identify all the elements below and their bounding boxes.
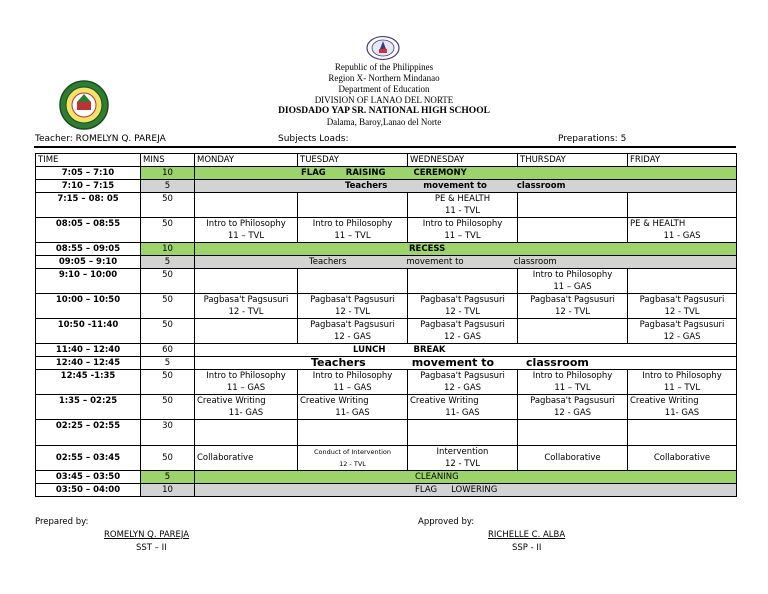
section: 11 – GAS [333, 383, 372, 393]
subject: Pagbasa't Pagsusuri [639, 295, 725, 305]
section: 11- GAS [664, 408, 700, 418]
friday-cell [628, 370, 737, 395]
thursday-cell [518, 420, 628, 446]
time-cell: 09:05 – 9:10 [36, 256, 141, 269]
span-text-a: FLAG [415, 485, 438, 495]
subject: Intro to Philosophy [206, 371, 286, 381]
table-header-row [36, 154, 737, 167]
header-line-division: DIVISION OF LANAO DEL NORTE [314, 95, 454, 105]
table-row [36, 420, 737, 446]
span-text-c: classroom [526, 356, 589, 369]
time-cell: 03:50 – 04:00 [36, 484, 141, 497]
subject: Intro to Philosophy [422, 219, 503, 229]
friday-cell: Collaborative [628, 446, 737, 471]
approved-by-position: SSP - II [512, 543, 542, 553]
span-text-b: BREAK [413, 345, 446, 355]
subject: Intro to Philosophy [532, 371, 613, 381]
time-cell: 7:15 – 08: 05 [36, 193, 141, 218]
time-cell: 1:35 – 02:25 [36, 395, 141, 420]
section: 11- GAS [228, 408, 264, 418]
mins-cell: 5 [141, 471, 195, 484]
section: 12 - TVL [554, 307, 591, 317]
table-row [36, 294, 737, 319]
subject: Intro to Philosophy [312, 371, 393, 381]
mins-cell: 50 [141, 269, 195, 294]
tuesday-cell [298, 218, 408, 243]
span-text-c: CEREMONY [413, 168, 467, 178]
thursday-cell [518, 370, 628, 395]
mins-cell: 50 [141, 218, 195, 243]
table-row [36, 446, 737, 471]
movement-cell [195, 357, 737, 370]
span-text-a: FLAG [301, 168, 326, 178]
approved-by-label: Approved by: [418, 517, 475, 527]
monday-cell [195, 319, 298, 344]
subject: Creative Writing [410, 396, 479, 406]
span-text-c: classroom [513, 257, 557, 267]
thursday-cell: Collaborative [518, 446, 628, 471]
section: 12 - GAS [443, 332, 482, 342]
time-cell: 12:40 – 12:45 [36, 357, 141, 370]
subject: Pagbasa't Pagsusuri [420, 295, 505, 305]
table-row [36, 344, 737, 357]
col-header-wednesday: WEDNESDAY [408, 154, 518, 167]
table-row [36, 167, 737, 180]
subject: Creative Writing [300, 396, 369, 406]
thursday-cell [518, 395, 628, 420]
mins-cell: 10 [141, 167, 195, 180]
table-row [36, 357, 737, 370]
time-cell: 9:10 – 10:00 [36, 269, 141, 294]
subject: PE & HEALTH [434, 194, 491, 204]
friday-cell [628, 395, 737, 420]
subject: Creative Writing [630, 396, 699, 406]
table-row [36, 243, 737, 256]
wednesday-cell [408, 218, 518, 243]
section: 12 - TVL [444, 307, 481, 317]
section: 12 - GAS [663, 332, 701, 342]
time-cell: 08:55 – 09:05 [36, 243, 141, 256]
wednesday-cell [408, 370, 518, 395]
section: 11 – TVL [227, 231, 265, 241]
span-text-a: Teachers [309, 257, 347, 267]
span-text-a: RECESS [409, 244, 446, 254]
time-cell: 02:55 – 03:45 [36, 446, 141, 471]
time-cell: 10:00 – 10:50 [36, 294, 141, 319]
span-text-a: LUNCH [353, 345, 386, 355]
monday-cell [195, 218, 298, 243]
span-text-b: movement to [423, 181, 487, 191]
col-header-mins: MINS [141, 154, 195, 167]
span-text-a: Teachers [345, 181, 388, 191]
subject: Creative Writing [197, 396, 266, 406]
mins-cell: 50 [141, 395, 195, 420]
wednesday-cell [408, 193, 518, 218]
table-row [36, 484, 737, 497]
movement-cell [195, 180, 737, 193]
wednesday-cell [408, 395, 518, 420]
time-cell: 10:50 -11:40 [36, 319, 141, 344]
section: 11 – GAS [553, 282, 592, 292]
mins-cell: 10 [141, 243, 195, 256]
approved-by-name: RICHELLE C. ALBA [488, 530, 566, 540]
deped-seal-logo [366, 36, 400, 60]
section: 12 - GAS [443, 383, 482, 393]
table-row [36, 269, 737, 294]
time-cell: 11:40 – 12:40 [36, 344, 141, 357]
col-header-thursday: THURSDAY [518, 154, 628, 167]
friday-cell [628, 319, 737, 344]
col-header-time: TIME [36, 154, 141, 167]
section: 11 – TVL [444, 231, 481, 241]
section: 12 - GAS [553, 408, 592, 418]
mins-cell: 50 [141, 370, 195, 395]
mins-cell: 30 [141, 420, 195, 446]
table-row [36, 395, 737, 420]
col-header-friday: FRIDAY [628, 154, 737, 167]
subject: Intro to Philosophy [642, 371, 722, 381]
thursday-cell [518, 218, 628, 243]
section: 12 - TVL [228, 307, 264, 317]
tuesday-cell [298, 193, 408, 218]
span-text-b: RAISING [345, 168, 386, 178]
section: 11 – TVL [663, 383, 701, 393]
subject: Pagbasa't Pagsusuri [420, 320, 505, 330]
col-header-tuesday: TUESDAY [298, 154, 408, 167]
monday-cell [195, 370, 298, 395]
tuesday-cell [298, 370, 408, 395]
time-cell: 7:10 – 7:15 [36, 180, 141, 193]
subject: Pagbasa't Pagsusuri [203, 295, 289, 305]
time-cell: 08:05 – 08:55 [36, 218, 141, 243]
schedule-table [35, 153, 737, 497]
mins-cell: 60 [141, 344, 195, 357]
subject: PE & HEALTH [630, 219, 686, 229]
wednesday-cell [408, 294, 518, 319]
preparations-label: Preparations: 5 [558, 134, 627, 144]
wednesday-cell [408, 420, 518, 446]
friday-cell [628, 294, 737, 319]
document-header [0, 62, 768, 128]
mins-cell: 50 [141, 193, 195, 218]
table-row [36, 471, 737, 484]
mins-cell: 50 [141, 319, 195, 344]
time-cell: 02:25 – 02:55 [36, 420, 141, 446]
friday-cell [628, 420, 737, 446]
subject: Pagbasa't Pagsusuri [420, 371, 505, 381]
monday-cell [195, 395, 298, 420]
prepared-by-label: Prepared by: [35, 517, 89, 527]
section: 12 - TVL [444, 459, 481, 469]
tuesday-cell [298, 319, 408, 344]
thursday-cell [518, 319, 628, 344]
header-line-department: Department of Education [338, 84, 430, 94]
section: 12 - TVL [334, 307, 371, 317]
section: 11- GAS [335, 408, 370, 418]
table-row [36, 319, 737, 344]
monday-cell [195, 294, 298, 319]
monday-cell [195, 269, 298, 294]
thursday-cell [518, 294, 628, 319]
subject: Pagbasa't Pagsusuri [530, 396, 615, 406]
header-line-school: DIOSDADO YAP SR. NATIONAL HIGH SCHOOL [278, 106, 490, 116]
prepared-by-position: SST – II [136, 543, 167, 553]
span-text-a: Teachers [311, 356, 366, 369]
flag-lowering-cell [195, 484, 737, 497]
section: 11- GAS [445, 408, 480, 418]
thursday-cell [518, 193, 628, 218]
col-header-monday: MONDAY [195, 154, 298, 167]
friday-cell [628, 218, 737, 243]
flag-raising-cell [195, 167, 737, 180]
subjects-label: Subjects Loads: [278, 134, 349, 144]
header-line-region: Region X- Northern Mindanao [328, 73, 440, 83]
cleaning-cell [195, 471, 737, 484]
teacher-label: Teacher: ROMELYN Q. PAREJA [35, 134, 166, 144]
mins-cell: 50 [141, 294, 195, 319]
subject: Intro to Philosophy [312, 219, 393, 229]
mins-cell: 5 [141, 256, 195, 269]
subject: Intro to Philosophy [206, 219, 286, 229]
monday-cell: Collaborative [195, 446, 298, 471]
span-text-c: classroom [516, 181, 566, 191]
wednesday-cell [408, 319, 518, 344]
section: 11 – TVL [334, 231, 371, 241]
wednesday-cell [408, 269, 518, 294]
span-text-a: CLEANING [415, 472, 459, 482]
span-text-b: LOWERING [451, 485, 498, 495]
mins-cell: 5 [141, 180, 195, 193]
friday-cell [628, 193, 737, 218]
time-cell: 7:05 – 7:10 [36, 167, 141, 180]
tuesday-cell [298, 420, 408, 446]
mins-cell: 50 [141, 446, 195, 471]
friday-cell [628, 269, 737, 294]
time-cell: 03:45 – 03:50 [36, 471, 141, 484]
table-row [36, 193, 737, 218]
lunch-break-cell [195, 344, 737, 357]
subject: Intro to Philosophy [532, 270, 613, 280]
subject: Intervention [436, 447, 489, 457]
subject: Pagbasa't Pagsusuri [639, 320, 725, 330]
mins-cell: 5 [141, 357, 195, 370]
section: 11 - TVL [444, 206, 481, 216]
header-line-address: Dalama, Baroy,Lanao del Norte [326, 117, 442, 127]
monday-cell [195, 420, 298, 446]
table-row [36, 256, 737, 269]
section: 12 - GAS [333, 332, 372, 342]
monday-cell [195, 193, 298, 218]
movement-cell [195, 256, 737, 269]
table-row [36, 370, 737, 395]
wednesday-cell [408, 446, 518, 471]
section: 11 - GAS [663, 231, 701, 241]
subject: Pagbasa't Pagsusuri [310, 320, 395, 330]
span-text-b: movement to [411, 356, 495, 369]
prepared-by-name: ROMELYN Q. PAREJA [104, 530, 190, 540]
section: 12 - TVL [339, 460, 366, 468]
span-text-b: movement to [406, 257, 464, 267]
header-line-republic: Republic of the Philippines [334, 62, 434, 72]
tuesday-cell [298, 446, 408, 471]
table-row [36, 218, 737, 243]
section: 11 – GAS [226, 383, 266, 393]
mins-cell: 10 [141, 484, 195, 497]
subject: Pagbasa't Pagsusuri [310, 295, 395, 305]
header-rule [34, 146, 736, 148]
time-cell: 12:45 -1:35 [36, 370, 141, 395]
section: 12 - TVL [664, 307, 700, 317]
subject: Conduct of Intervention [313, 448, 392, 456]
tuesday-cell [298, 395, 408, 420]
section: 11 – TVL [554, 383, 591, 393]
tuesday-cell [298, 294, 408, 319]
tuesday-cell [298, 269, 408, 294]
thursday-cell [518, 269, 628, 294]
table-row [36, 180, 737, 193]
subject: Pagbasa't Pagsusuri [530, 295, 615, 305]
recess-cell [195, 243, 737, 256]
